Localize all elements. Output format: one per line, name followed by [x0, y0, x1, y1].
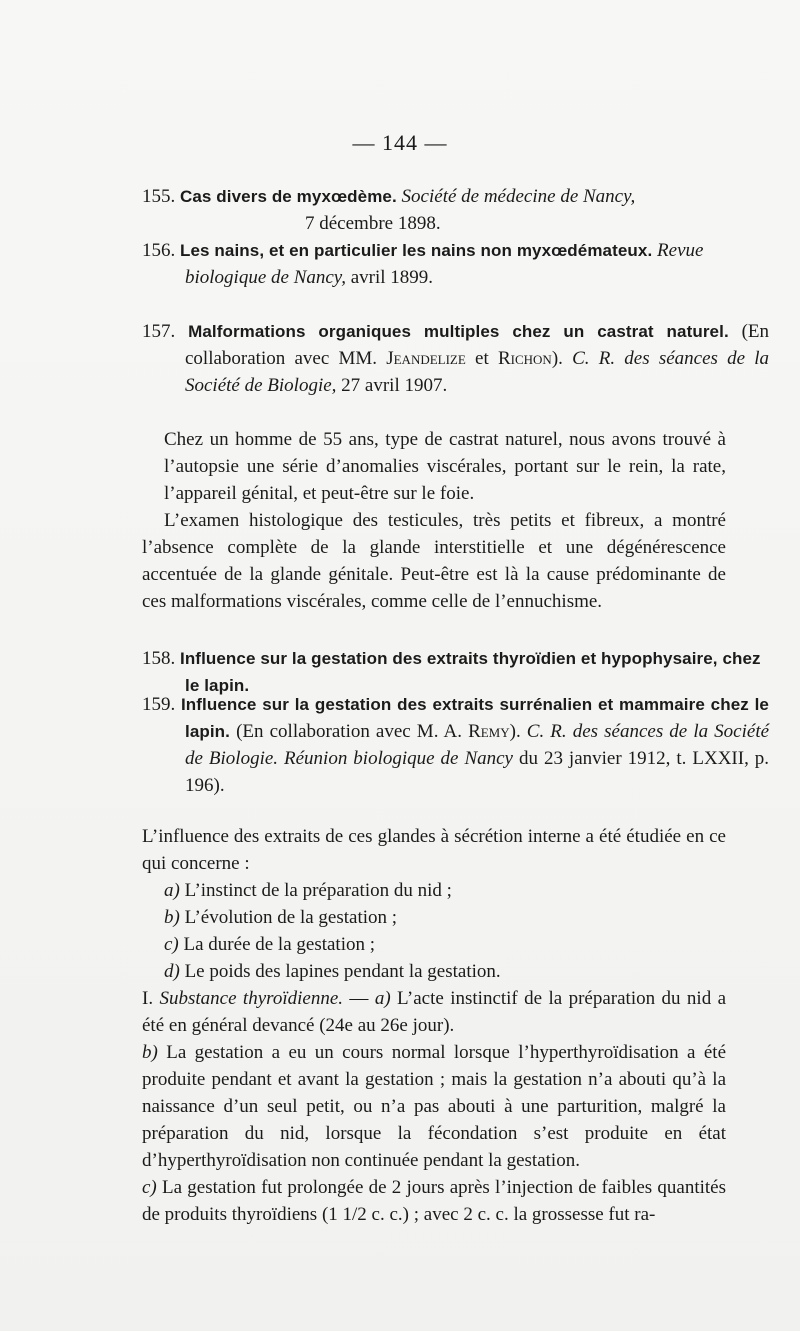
reference-155	[142, 183, 769, 237]
item-text: La gestation fut prolongée de 2 jours après l’injection de faibles quantités de produits thyroïdiens (1 1/2 c. c.) ; avec 2 c. c. la grossesse fut ra-	[142, 1177, 727, 1225]
item-text: L’acte instinctif de la préparation du nid a été en général devancé (24e au 26e jour).	[142, 988, 727, 1036]
paragraph-text: Chez un homme de 55 ans, type de castrat naturel, nous avons trouvé à l’autopsie une série d’anomalies viscérales, portant sur le rein, la rate, l’appareil génital, et peut-être sur le foie.	[164, 429, 726, 504]
reference-number: 159.	[142, 694, 176, 715]
list-text: L’instinct de la préparation du nid ;	[184, 880, 452, 901]
reference-156	[142, 237, 769, 291]
body-paragraph-3	[142, 823, 726, 877]
list-label: c)	[164, 934, 179, 955]
close-paren: ).	[509, 721, 521, 742]
item-text: La gestation a eu un cours normal lorsque l’hyperthyroïdisation a été produite pendant et avant la gestation ; mais la gestation n’a abouti qu’à la naissance d’un seul petit, ou n’a pas abouti à une parturition, malgré la préparation du nid, lorsque la fécondation s’est produite en état d’hyperthyroïdisation non continuée pendant la gestation.	[142, 1042, 726, 1171]
reference-number: 156.	[142, 240, 176, 261]
criteria-list	[142, 877, 726, 985]
list-label: d)	[164, 961, 180, 982]
reference-collab: (En collaboration avec M. A.	[236, 721, 462, 742]
section-numeral: I.	[142, 988, 154, 1009]
reference-source: Réunion biologique de Nancy	[284, 748, 513, 769]
reference-title: Les nains, et en particulier les nains non myxœdémateux.	[180, 241, 653, 260]
paragraph-text	[142, 1039, 726, 1174]
reference-title: Influence sur la gestation des extraits surrénalien et mammaire chez le lapin.	[180, 695, 769, 741]
list-item	[142, 877, 726, 904]
list-text: L’évolution de la gestation ;	[184, 907, 398, 928]
item-label: c)	[142, 1177, 157, 1198]
body-paragraph-6	[142, 1174, 726, 1228]
list-item	[142, 931, 726, 958]
reference-title: Influence sur la gestation des extraits thyroïdien et hypophysaire, chez le lapin.	[180, 649, 761, 695]
list-label: a)	[164, 880, 180, 901]
body-paragraph-5	[142, 1039, 726, 1174]
body-paragraph-4	[142, 985, 726, 1039]
item-label: b)	[142, 1042, 158, 1063]
reference-date: avril 1899.	[350, 267, 434, 288]
paragraph-text: L’influence des extraits de ces glandes à sécrétion interne a été étudiée en ce qui concerne :	[142, 826, 726, 874]
author-name: Remy	[468, 721, 510, 742]
list-text: La durée de la gestation ;	[183, 934, 376, 955]
reference-date: 7 décembre 1898.	[305, 213, 441, 234]
reference-source: Revue biologique de Nancy,	[185, 240, 704, 288]
paragraph-text	[142, 985, 726, 1039]
reference-number: 158.	[142, 648, 176, 669]
reference-source: Société de médecine de Nancy,	[401, 186, 636, 207]
section-title: Substance thyroïdienne.	[159, 988, 343, 1009]
list-item	[142, 958, 726, 985]
reference-source: C. R. des séances de la Société de Biologie.	[185, 721, 770, 769]
reference-title: Malformations organiques multiples chez un castrat naturel.	[188, 322, 729, 341]
reference-collab: (En collaboration avec MM.	[185, 321, 770, 369]
reference-source: C. R. des séances de la Société de Biologie,	[185, 348, 770, 396]
reference-number: 155.	[142, 186, 176, 207]
author-name: Jeandelize	[386, 348, 466, 369]
reference-title: Cas divers de myxœdème.	[180, 187, 397, 206]
reference-date: 27 avril 1907.	[341, 375, 448, 396]
body-paragraph-2	[142, 507, 726, 615]
list-item	[142, 904, 726, 931]
dash: —	[349, 988, 369, 1009]
conjunction: et	[475, 348, 489, 369]
list-text: Le poids des lapines pendant la gestation.	[184, 961, 501, 982]
paragraph-text	[142, 1174, 726, 1228]
reference-159	[142, 691, 769, 799]
paragraph-text: L’examen histologique des testicules, très petits et fibreux, a montré l’absence complète de la glande interstitielle et une dégénérescence accentuée de la glande génitale. Peut-être est là la cause prédominante de ces malformations viscérales, comme celle de l’ennuchisme.	[142, 510, 726, 612]
page-number: — 144 —	[352, 130, 448, 155]
item-label: a)	[374, 988, 391, 1009]
close-paren: ).	[551, 348, 563, 369]
list-label: b)	[164, 907, 180, 928]
reference-date: du 23 janvier 1912, t. LXXII, p. 196).	[185, 748, 770, 796]
reference-157	[142, 318, 769, 399]
reference-number: 157.	[142, 321, 176, 342]
author-name: Richon	[497, 348, 552, 369]
body-paragraph-1	[142, 426, 726, 507]
